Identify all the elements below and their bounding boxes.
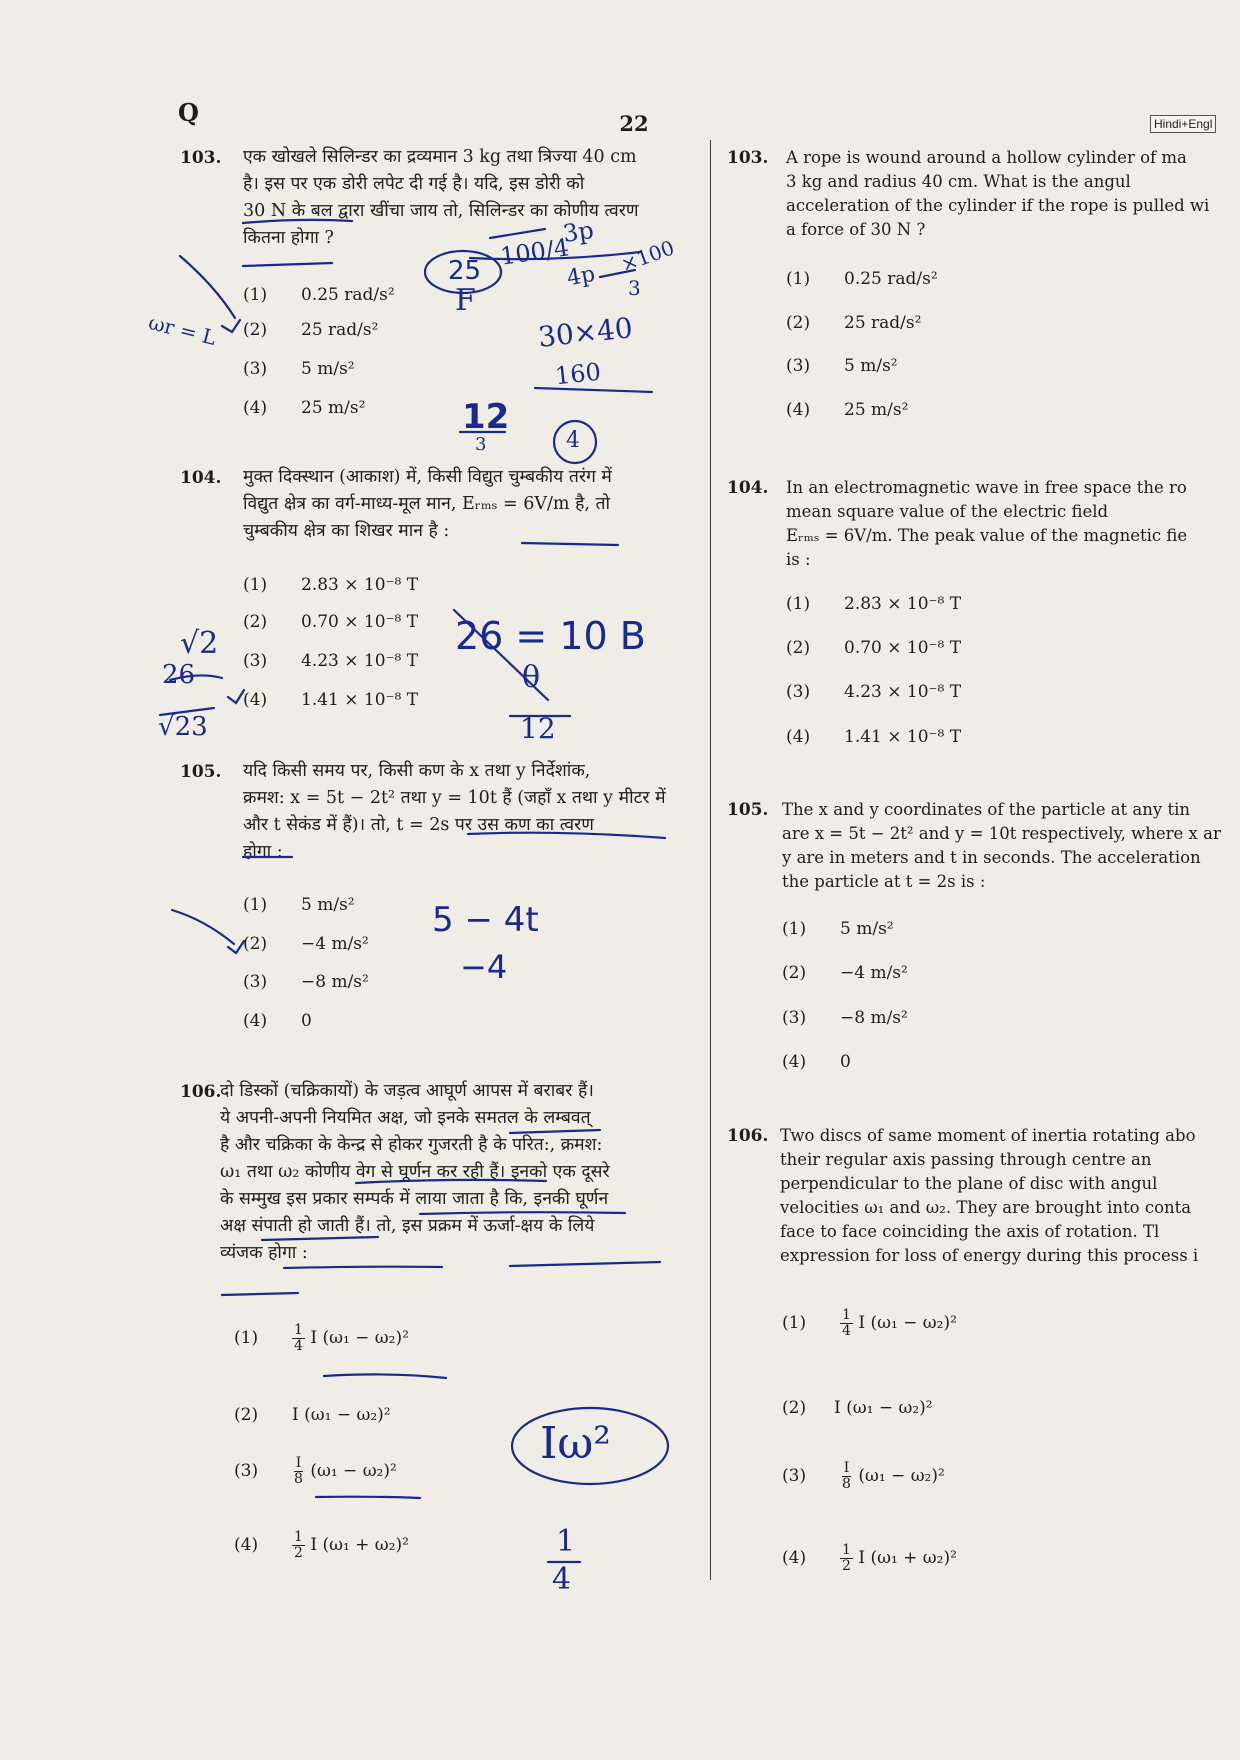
option-label: (4) <box>786 727 811 747</box>
underline-stroke <box>324 1374 446 1378</box>
option-label: (2) <box>243 612 268 632</box>
answer-tick-stroke <box>172 910 234 944</box>
coefficient-fraction: $\frac{1}{2}$ <box>294 1529 303 1561</box>
option-value: 25 rad/s² <box>301 320 379 340</box>
underline-stroke <box>510 1130 600 1133</box>
option-label: (4) <box>786 400 811 420</box>
handwritten-answer: Iω² <box>540 1418 611 1469</box>
option-label: (4) <box>243 398 268 418</box>
question-line: व्यंजक होगा : <box>220 1243 308 1263</box>
underline-stroke <box>316 1497 420 1498</box>
option-value: 0.25 rad/s² <box>844 269 938 289</box>
question-line: the particle at t = 2s is : <box>782 872 986 891</box>
question-number: 103. <box>180 148 222 168</box>
handwritten-note: ×100 <box>617 235 678 277</box>
question-line: दो डिस्कों (चक्रिकायों) के जड़त्व आघूर्ण आपस में बराबर हैं। <box>220 1081 594 1101</box>
option-label: (1) <box>786 594 811 614</box>
option-label: (1) <box>782 919 807 939</box>
handwritten-note: F <box>455 283 476 318</box>
question-line: है। इस पर एक डोरी लपेट दी गई है। यदि, इस डोरी को <box>243 174 585 194</box>
option-value: −4 m/s² <box>840 963 908 983</box>
option-value: 25 rad/s² <box>844 313 922 333</box>
option-expression: (ω₁ − ω₂)² <box>858 1466 945 1486</box>
option-label: (3) <box>786 356 811 376</box>
option-expression: I (ω₁ − ω₂)² <box>310 1328 409 1348</box>
page-number: 22 <box>619 111 649 136</box>
question-number: 106. <box>727 1126 769 1146</box>
handwritten-result: 12 <box>462 397 510 437</box>
question-line: के सम्मुख इस प्रकार सम्पर्क में लाया जाता है कि, इनकी घूर्णन <box>220 1189 609 1209</box>
handwritten-note: 12 <box>520 712 556 745</box>
option-value: 0 <box>301 1011 312 1031</box>
option-expression: I (ω₁ + ω₂)² <box>310 1535 409 1555</box>
question-line: Eᵣₘₛ = 6V/m. The peak value of the magnetic fie <box>786 526 1188 545</box>
answer-tick-stroke <box>180 256 235 318</box>
option-expression: I (ω₁ − ω₂)² <box>292 1405 391 1425</box>
handwritten-fraction-den: 4 <box>552 1562 572 1597</box>
handwritten-result: −4 <box>460 948 508 986</box>
underline-stroke <box>262 1237 378 1240</box>
question-line: मुक्त दिक्स्थान (आकाश) में, किसी विद्युत चुम्बकीय तरंग में <box>243 467 612 487</box>
question-number: 105. <box>727 800 769 820</box>
option-label: (1) <box>234 1328 259 1348</box>
question-line: अक्ष संपाती हो जाती हैं। तो, इस प्रक्रम में ऊर्जा-क्षय के लिये <box>220 1216 595 1236</box>
question-line: ये अपनी-अपनी नियमित अक्ष, जो इनके समतल के लम्बवत् <box>220 1108 591 1128</box>
option-label: (1) <box>243 285 268 305</box>
option-value: 4.23 × 10⁻⁸ T <box>844 682 962 702</box>
question-line: a force of 30 N ? <box>786 220 926 239</box>
option-label: (3) <box>786 682 811 702</box>
option-value: 0.70 × 10⁻⁸ T <box>844 638 962 658</box>
question-line: A rope is wound around a hollow cylinder of ma <box>786 148 1187 167</box>
option-value: 2.83 × 10⁻⁸ T <box>844 594 962 614</box>
question-line: mean square value of the electric field <box>786 502 1109 521</box>
answer-tick-stroke <box>222 320 240 332</box>
underline-stroke <box>243 220 352 223</box>
question-line: are x = 5t − 2t² and y = 10t respectively, where x ar <box>782 824 1221 843</box>
option-value: −4 m/s² <box>301 934 369 954</box>
coefficient-fraction: $\frac{1}{4}$ <box>842 1307 851 1339</box>
handwritten-note: θ <box>522 660 541 695</box>
coefficient-fraction: $\frac{1}{4}$ <box>294 1322 303 1354</box>
question-line: acceleration of the cylinder if the rope is pulled wi <box>786 196 1210 215</box>
question-line: their regular axis passing through centre an <box>780 1150 1152 1169</box>
coefficient-fraction: $\frac{I}{8}$ <box>294 1455 303 1487</box>
underline-stroke <box>243 263 332 266</box>
option-label: (1) <box>786 269 811 289</box>
underline-stroke <box>468 833 665 838</box>
underline-stroke <box>510 1262 660 1266</box>
series-label: Q <box>178 98 199 127</box>
option-value: 5 m/s² <box>301 359 355 379</box>
underline-stroke <box>356 1180 546 1183</box>
question-line: है और चक्रिका के केन्द्र से होकर गुजरती है के परित:, क्रमश: <box>220 1135 603 1155</box>
option-value: 4.23 × 10⁻⁸ T <box>301 651 419 671</box>
coefficient-fraction: $\frac{1}{2}$ <box>842 1542 851 1574</box>
option-label: (4) <box>243 1011 268 1031</box>
language-badge: Hindi+Engl <box>1150 115 1216 133</box>
underline-stroke <box>420 1212 625 1214</box>
handwritten-fraction-den: 4p <box>565 261 598 292</box>
option-label: (2) <box>786 638 811 658</box>
handwritten-note: 3 <box>475 434 487 455</box>
question-number: 105. <box>180 762 222 782</box>
option-value: 0.25 rad/s² <box>301 285 395 305</box>
option-label: (3) <box>243 972 268 992</box>
answer-tick-stroke <box>228 941 244 953</box>
option-value: 0 <box>840 1052 851 1072</box>
question-line: perpendicular to the plane of disc with angul <box>780 1174 1158 1193</box>
underline-stroke <box>222 1293 298 1295</box>
question-number: 106. <box>180 1082 222 1102</box>
question-line: velocities ω₁ and ω₂. They are brought into conta <box>780 1198 1192 1217</box>
handwritten-fraction-num: 1 <box>556 1524 576 1559</box>
option-label: (4) <box>234 1535 259 1555</box>
option-label: (1) <box>782 1313 807 1333</box>
option-value: −8 m/s² <box>301 972 369 992</box>
handwritten-work: 30×40 <box>536 311 635 354</box>
underline-stroke <box>284 1267 442 1268</box>
option-label: (2) <box>243 320 268 340</box>
answer-tick-stroke <box>228 690 244 703</box>
option-expression: I (ω₁ + ω₂)² <box>858 1548 957 1568</box>
option-expression: I (ω₁ − ω₂)² <box>858 1313 957 1333</box>
question-number: 104. <box>180 468 222 488</box>
fraction-bar <box>535 388 652 392</box>
option-value: 25 m/s² <box>844 400 909 420</box>
option-value: −8 m/s² <box>840 1008 908 1028</box>
underline-stroke <box>522 543 618 545</box>
question-line: 30 N के बल द्वारा खींचा जाय तो, सिलिन्डर का कोणीय त्वरण <box>243 201 639 221</box>
handwritten-work: 160 <box>553 357 603 391</box>
question-line: एक खोखले सिलिन्डर का द्रव्यमान 3 kg तथा त्रिज्या 40 cm <box>243 147 637 167</box>
option-label: (4) <box>782 1052 807 1072</box>
question-line: Two discs of same moment of inertia rotating abo <box>780 1126 1196 1145</box>
handwritten-work: 26 = 10 B <box>455 614 646 658</box>
option-value: 1.41 × 10⁻⁸ T <box>301 690 419 710</box>
option-value: 5 m/s² <box>844 356 898 376</box>
handwritten-work: 5 − 4t <box>432 900 539 940</box>
coefficient-fraction: $\frac{I}{8}$ <box>842 1460 851 1492</box>
option-label: (3) <box>243 651 268 671</box>
option-label: (2) <box>243 934 268 954</box>
option-value: 2.83 × 10⁻⁸ T <box>301 575 419 595</box>
handwritten-margin-note: √23 <box>158 712 208 742</box>
question-number: 104. <box>727 478 769 498</box>
option-value: 0.70 × 10⁻⁸ T <box>301 612 419 632</box>
question-line: क्रमश: x = 5t − 2t² तथा y = 10t हैं (जहाँ x तथा y मीटर में <box>243 788 666 808</box>
handwritten-margin-note: ωr = L <box>146 310 219 350</box>
question-line: और t सेकंड में हैं)। तो, t = 2s पर उस कण का त्वरण <box>243 815 594 835</box>
question-number: 103. <box>727 148 769 168</box>
option-label: (3) <box>243 359 268 379</box>
option-value: 5 m/s² <box>840 919 894 939</box>
option-expression: (ω₁ − ω₂)² <box>310 1461 397 1481</box>
handwritten-margin-note: √2 <box>180 626 219 661</box>
option-expression: I (ω₁ − ω₂)² <box>834 1398 933 1418</box>
question-line: In an electromagnetic wave in free space the ro <box>786 478 1187 497</box>
option-label: (1) <box>243 895 268 915</box>
option-label: (4) <box>782 1548 807 1568</box>
question-line: ω₁ तथा ω₂ कोणीय वेग से घूर्णन कर रही हैं। इनको एक दूसरे <box>220 1162 610 1182</box>
option-label: (1) <box>243 575 268 595</box>
option-label: (2) <box>234 1405 259 1425</box>
handwritten-note: 4 <box>566 428 580 453</box>
question-line: कितना होगा ? <box>243 228 334 248</box>
handwritten-note: 3 <box>628 276 641 300</box>
option-label: (3) <box>782 1008 807 1028</box>
option-value: 1.41 × 10⁻⁸ T <box>844 727 962 747</box>
option-label: (4) <box>243 690 268 710</box>
option-value: 25 m/s² <box>301 398 366 418</box>
handwritten-work: 100/4 <box>498 233 571 271</box>
question-line: The x and y coordinates of the particle at any tin <box>782 800 1190 819</box>
option-label: (3) <box>782 1466 807 1486</box>
handwritten-fraction-num: 3p <box>561 216 596 248</box>
handwritten-answer: 25 <box>448 256 482 286</box>
option-label: (3) <box>234 1461 259 1481</box>
question-line: is : <box>786 550 811 569</box>
option-label: (2) <box>786 313 811 333</box>
question-line: विद्युत क्षेत्र का वर्ग-माध्य-मूल मान, Eᵣₘₛ = 6V/m है, तो <box>243 494 611 514</box>
option-value: 5 m/s² <box>301 895 355 915</box>
question-line: होगा : <box>243 842 283 862</box>
option-label: (2) <box>782 1398 807 1418</box>
question-line: 3 kg and radius 40 cm. What is the angul <box>786 172 1131 191</box>
question-line: यदि किसी समय पर, किसी कण के x तथा y निर्देशांक, <box>243 761 591 781</box>
question-line: y are in meters and t in seconds. The acceleration <box>782 848 1201 867</box>
question-line: expression for loss of energy during this process i <box>780 1246 1199 1265</box>
handwritten-margin-note: 26 <box>162 660 196 690</box>
option-label: (2) <box>782 963 807 983</box>
question-line: face to face coinciding the axis of rotation. Tl <box>780 1222 1160 1241</box>
question-line: चुम्बकीय क्षेत्र का शिखर मान है : <box>243 521 450 541</box>
